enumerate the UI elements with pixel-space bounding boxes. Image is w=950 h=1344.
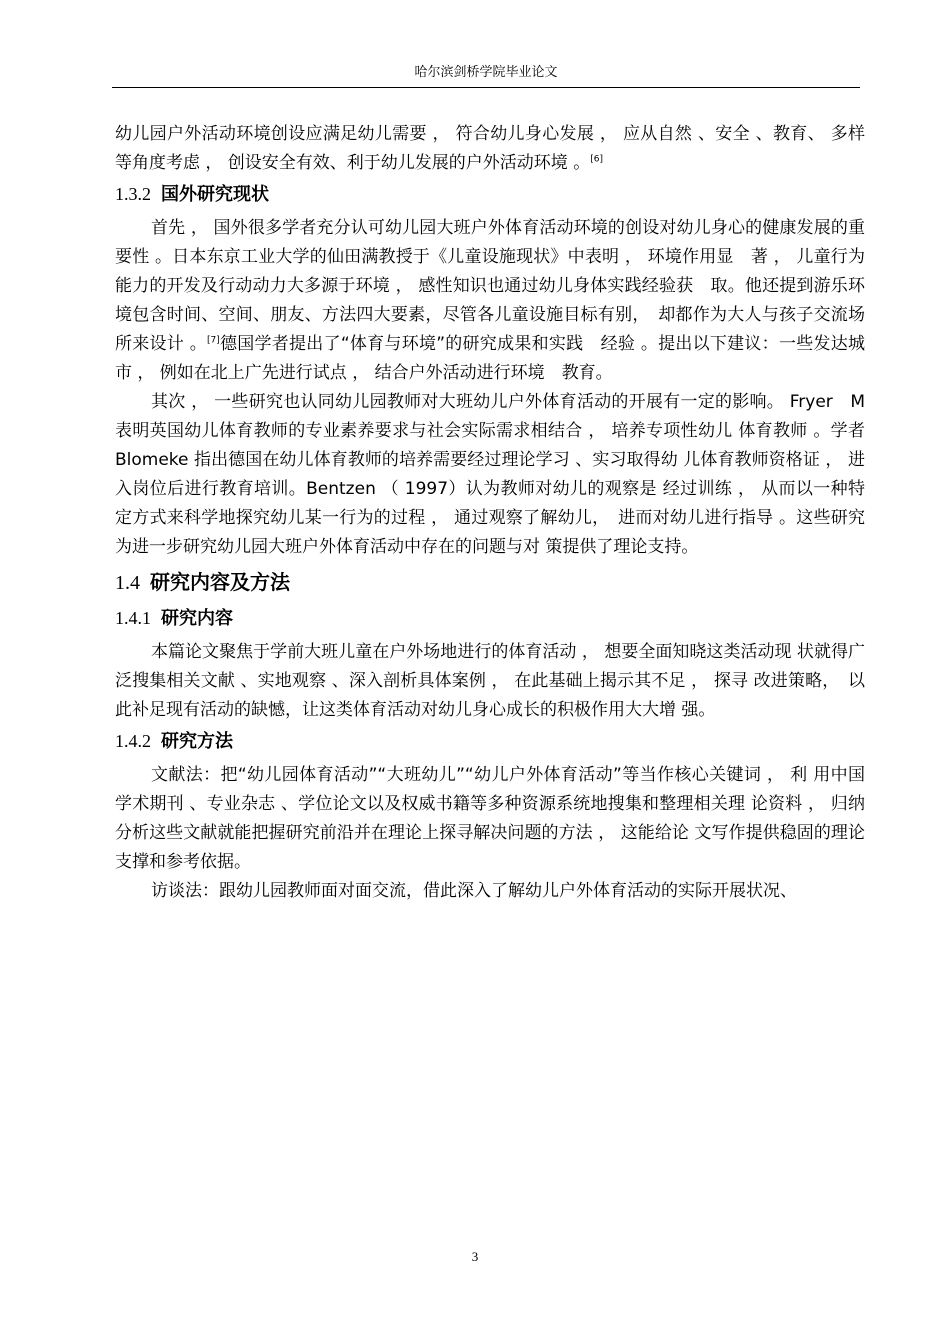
section-title: 研究内容及方法	[150, 570, 290, 594]
section-heading-1-3-2	[115, 181, 865, 208]
page-number: 3	[471, 1249, 479, 1264]
section-title: 研究方法	[161, 731, 233, 752]
paragraph-interview-method: 访谈法：跟幼儿园教师面对面交流，借此深入了解幼儿户外体育活动的实际开展状况、	[151, 881, 797, 901]
paragraph-text: 幼儿园户外活动环境创设应满足幼儿需要 ， 符合幼儿身心发展 ， 应从自然 、安全 、教育、 多样等角度考虑 ， 创设安全有效、利于幼儿发展的户外活动环境 。	[115, 124, 865, 173]
section-number: 1.4.1	[115, 608, 151, 628]
section-heading-1-4-1	[115, 605, 865, 632]
citation-ref: [7]	[206, 335, 220, 346]
paragraph-research-content: 本篇论文聚焦于学前大班儿童在户外场地进行的体育活动 ， 想要全面知晓这类活动现 状就得广泛搜集相关文献 、实地观察 、深入剖析具体案例 ， 在此基础上揭示其不足 ， 探寻 改进策略， 以此补足现有活动的缺憾，让这类体育活动对幼儿身心成长的积极作用大大增 强。	[115, 642, 865, 720]
section-number: 1.3.2	[115, 184, 151, 204]
section-title: 国外研究现状	[161, 184, 269, 205]
citation-ref: [6]	[590, 154, 603, 165]
paragraph-text: 德国学者提出了“体育与环境”的研究成果和实践 经验 。提出以下建议：一些发达城市 ， 例如在北上广先进行试点 ， 结合户外活动进行环境 教育。	[115, 334, 865, 383]
header-rule	[112, 87, 860, 88]
body-text	[115, 120, 865, 906]
section-number: 1.4.2	[115, 731, 151, 751]
paragraph-foreign-research-2: 其次 ， 一些研究也认同幼儿园教师对大班幼儿户外体育活动的开展有一定的影响。 Fryer M 表明英国幼儿体育教师的专业素养要求与社会实际需求相结合 ， 培养专项性幼儿 体育教师 。学者 Blomeke 指出德国在幼儿体育教师的培养需要经过理论学习 、实习取得幼 儿体育教师资格证 ， 进入岗位后进行教育培训。Bentzen （ 1997）认为教师对幼儿的观察是 经过训练 ， 从而以一种特定方式来科学地探究幼儿某一行为的过程 ， 通过观察了解幼儿， 进而对幼儿进行指导 。这些研究为进一步研究幼儿园大班户外体育活动中存在的问题与对 策提供了理论支持。	[115, 392, 865, 557]
section-title: 研究内容	[161, 608, 233, 629]
paragraph-text: 首先 ， 国外很多学者充分认可幼儿园大班户外体育活动环境的创设对幼儿身心的健康发展的重要性 。日本东京工业大学的仙田满教授于《儿童设施现状》中表明 ， 环境作用显 著 ， 儿童行为能力的开发及行动动力大多源于环境 ， 感性知识也通过幼儿身体实践经验获 取。他还提到游乐环境包含时间、空间、朋友、方法四大要素，尽管各儿童设施目标有别， 却都作为大人与孩子交流场所来设计 。	[115, 218, 865, 354]
section-heading-1-4	[115, 568, 865, 597]
paragraph-foreign-research-1	[115, 214, 865, 388]
section-heading-1-4-2	[115, 728, 865, 755]
section-number: 1.4	[115, 572, 140, 594]
running-header: 哈尔滨剑桥学院毕业论文	[414, 65, 558, 80]
paragraph-intro	[115, 120, 865, 178]
paragraph-literature-method: 文献法：把“幼儿园体育活动”“大班幼儿”“幼儿户外体育活动”等当作核心关键词 ， 利 用中国学术期刊 、专业杂志 、学位论文以及权威书籍等多种资源系统地搜集和整理相关理 论资料 ， 归纳分析这些文献就能把握研究前沿并在理论上探寻解决问题的方法 ， 这能给论 文写作提供稳固的理论支撑和参考依据。	[115, 765, 865, 872]
